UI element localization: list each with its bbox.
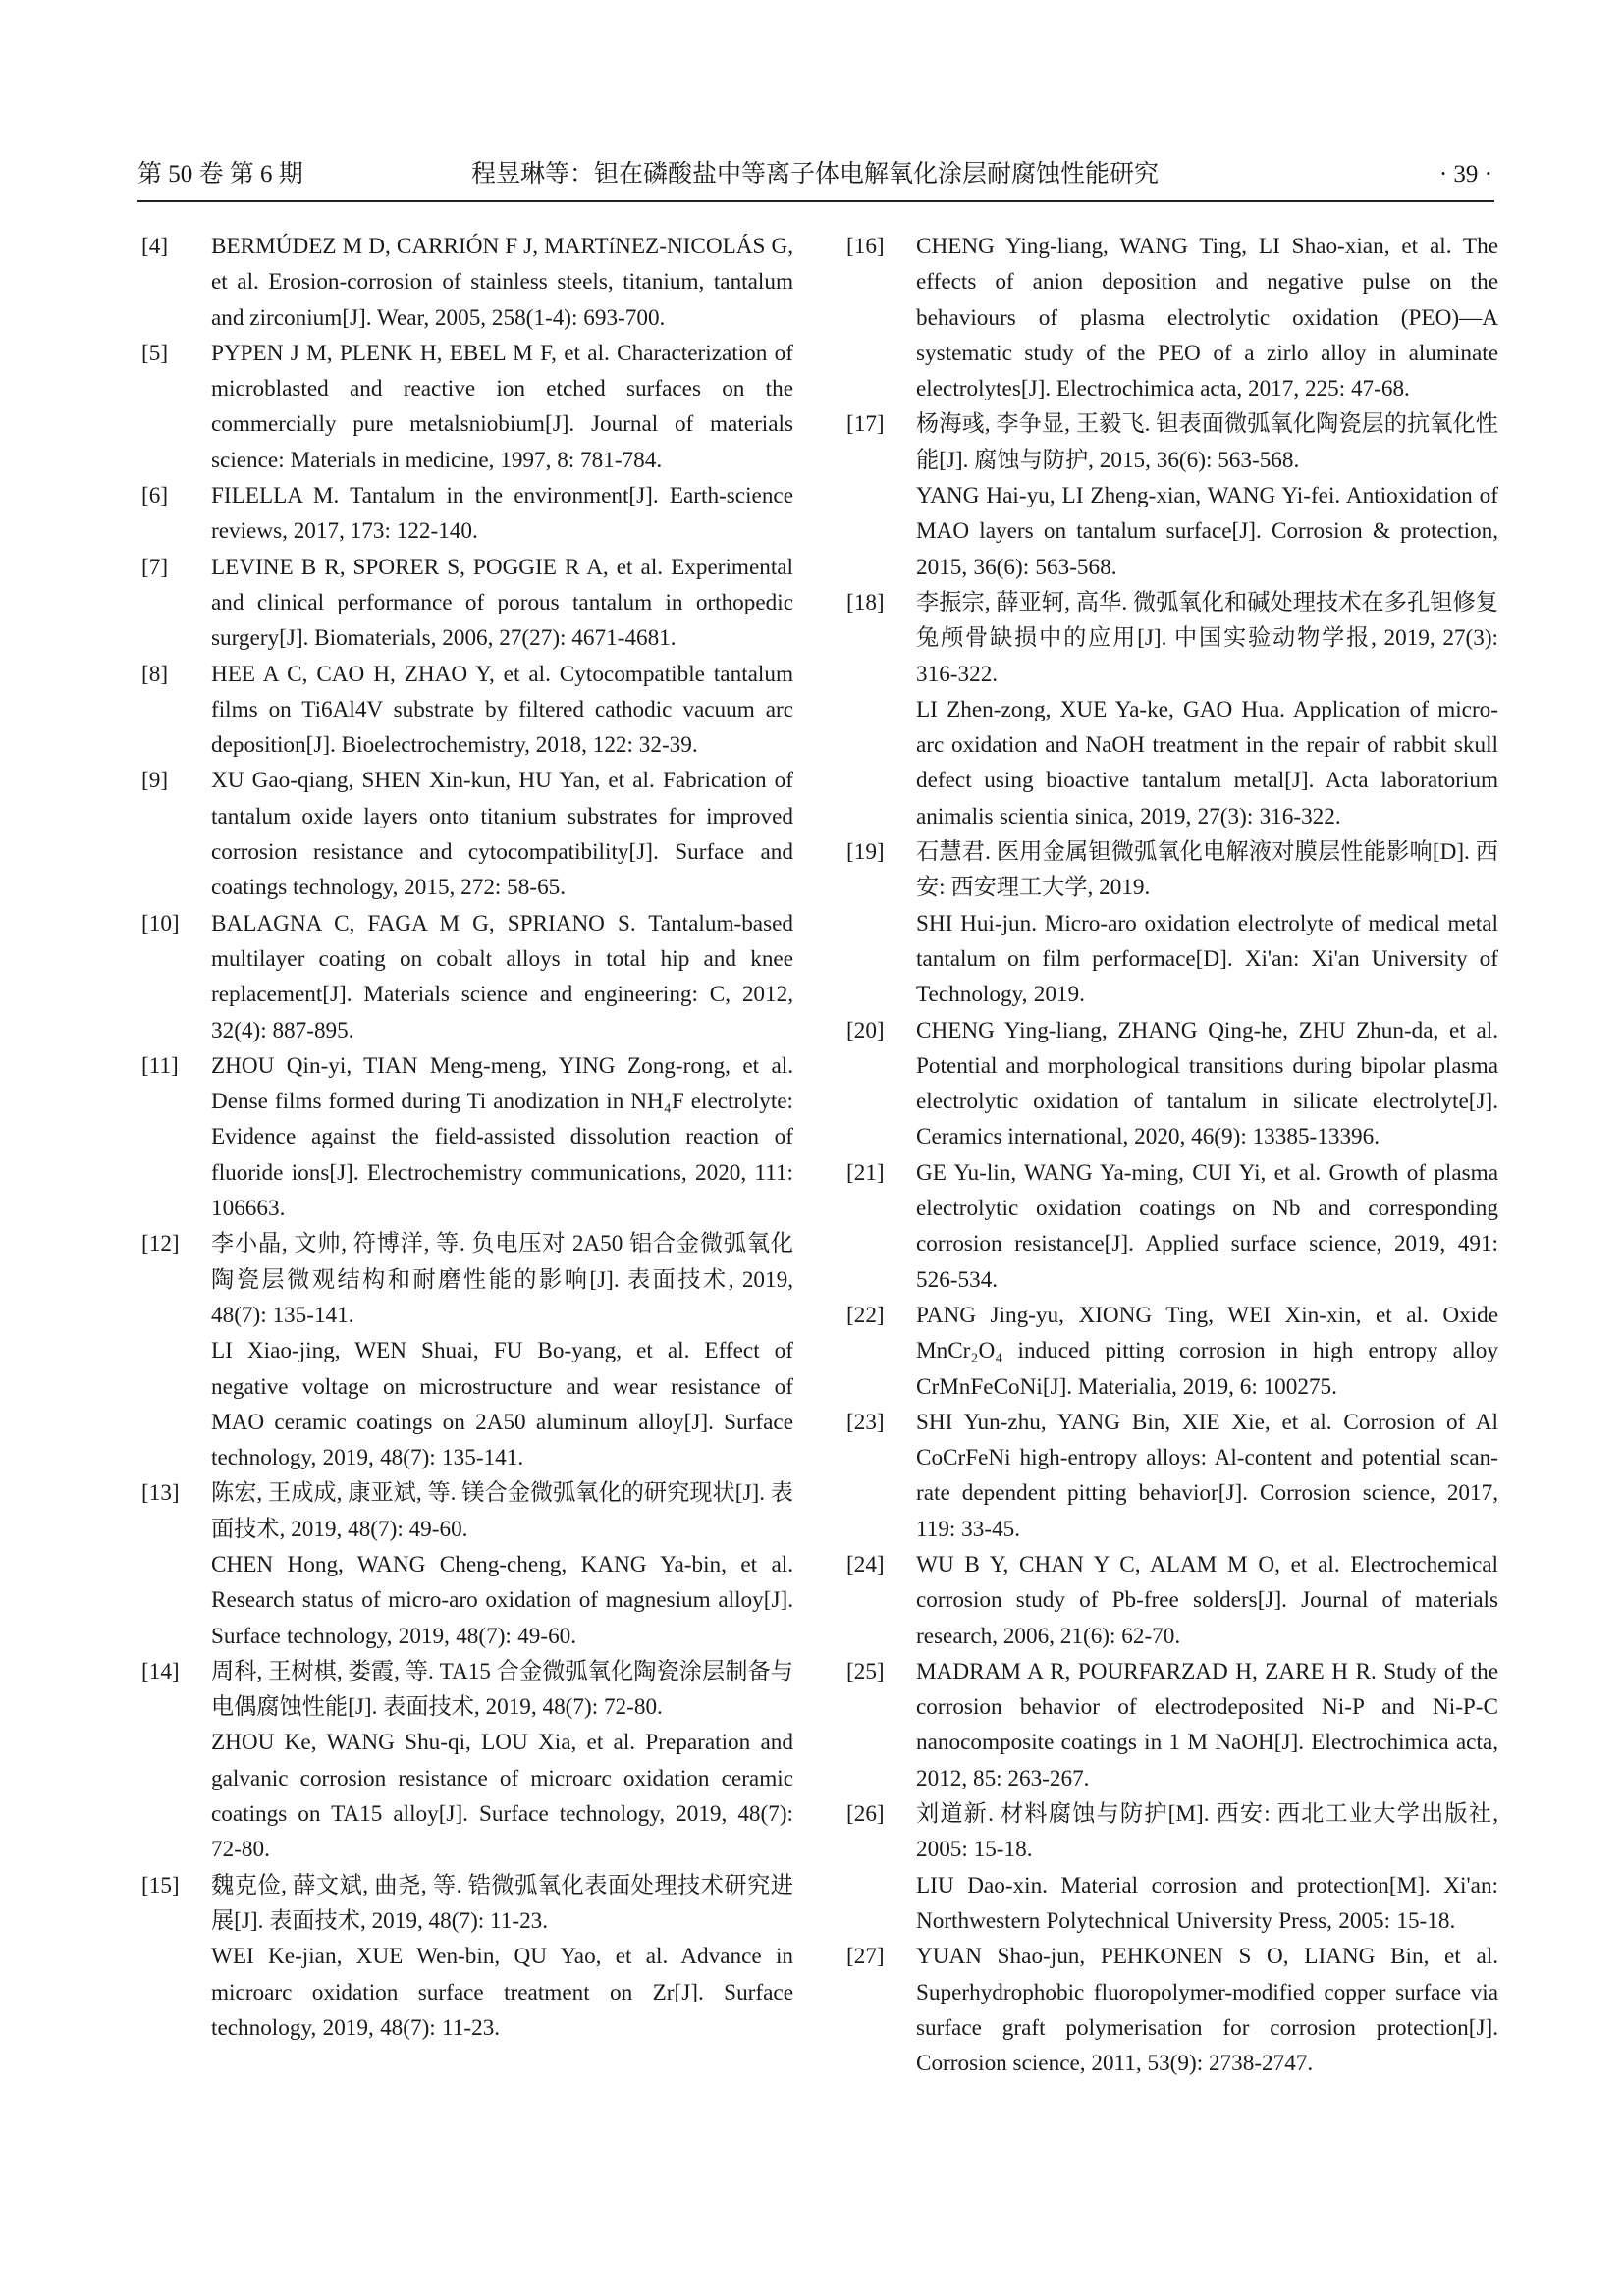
reference-number: [22] — [846, 1302, 885, 1328]
reference-number: [20] — [846, 1017, 885, 1043]
reference-item — [846, 1013, 1498, 1155]
reference-item — [846, 406, 1498, 584]
reference-item — [141, 1654, 793, 1868]
reference-item — [141, 550, 793, 657]
reference-item — [141, 1226, 793, 1475]
reference-item — [141, 336, 793, 478]
reference-item — [846, 1547, 1498, 1654]
reference-number: [21] — [846, 1159, 885, 1186]
reference-text: 魏克俭, 薛文斌, 曲尧, 等. 锆微弧氧化表面处理技术研究进展[J]. 表面技术, 2019, 48(7): 11-23. — [211, 1872, 793, 1934]
reference-translation: SHI Hui-jun. Micro-aro oxidation electrolyte of medical metal tantalum on film performace[D]. Xi'an: Xi'an University of Technology, 2019. — [916, 910, 1498, 1008]
reference-text: CHENG Ying-liang, WANG Ting, LI Shao-xian, et al. The effects of anion deposition and negative pulse on the behaviours of plasma electrolytic oxidation (PEO)—A systematic study of the PEO of a zirlo alloy in aluminate electrolytes[J]. Electrochimica acta, 2017, 225: 47-68. — [916, 234, 1498, 402]
reference-number: [8] — [141, 661, 169, 687]
reference-item — [141, 1475, 793, 1653]
reference-item — [141, 229, 793, 336]
reference-text: WU B Y, CHAN Y C, ALAM M O, et al. Electrochemical corrosion study of Pb-free solders[J]. Journal of materials research, 2006, 21(6): 62-70. — [916, 1551, 1498, 1649]
reference-text: 石慧君. 医用金属钽微弧氧化电解液对膜层性能影响[D]. 西安: 西安理工大学, 2019. — [916, 839, 1498, 901]
reference-number: [15] — [141, 1872, 180, 1898]
reference-number: [4] — [141, 234, 169, 259]
reference-text: FILELLA M. Tantalum in the environment[J]. Earth-science reviews, 2017, 173: 122-140. — [211, 483, 793, 545]
reference-text: XU Gao-qiang, SHEN Xin-kun, HU Yan, et al. Fabrication of tantalum oxide layers onto titanium substrates for improved corrosion resistance and cytocompatibility[J]. Surface and coatings technology, 2015, 272: 58-65. — [211, 768, 793, 901]
reference-item — [141, 1868, 793, 2046]
reference-text: CHENG Ying-liang, ZHANG Qing-he, ZHU Zhun-da, et al. Potential and morphological transitions during bipolar plasma electrolytic oxidation of tantalum in silicate electrolyte[J]. Ceramics international, 2020, 46(9): 13385-13396. — [916, 1017, 1498, 1150]
reference-text: 杨海彧, 李争显, 王毅飞. 钽表面微弧氧化陶瓷层的抗氧化性能[J]. 腐蚀与防护, 2015, 36(6): 563-568. — [916, 411, 1498, 473]
reference-translation: CHEN Hong, WANG Cheng-cheng, KANG Ya-bin, et al. Research status of micro-aro oxidation of magnesium alloy[J]. Surface technology, 2019, 48(7): 49-60. — [211, 1551, 793, 1649]
reference-item — [846, 1939, 1498, 2081]
reference-text: GE Yu-lin, WANG Ya-ming, CUI Yi, et al. Growth of plasma electrolytic oxidation coatings on Nb and corresponding corrosion resistance[J]. Applied surface science, 2019, 491: 526-534. — [916, 1159, 1498, 1293]
reference-text: PANG Jing-yu, XIONG Ting, WEI Xin-xin, et al. Oxide MnCr₂O₄ induced pitting corrosion in high entropy alloy CrMnFeCoNi[J]. Materialia, 2019, 6: 100275. — [916, 1302, 1498, 1400]
reference-item — [141, 1048, 793, 1226]
reference-item — [141, 906, 793, 1048]
reference-number: [12] — [141, 1231, 180, 1257]
references-right-column — [846, 229, 1498, 2081]
reference-item — [846, 834, 1498, 1012]
header-rule — [137, 200, 1494, 202]
reference-text: 陈宏, 王成成, 康亚斌, 等. 镁合金微弧氧化的研究现状[J]. 表面技术, 2019, 48(7): 49-60. — [211, 1480, 793, 1542]
reference-item — [846, 229, 1498, 406]
reference-number: [19] — [846, 839, 885, 866]
reference-text: YUAN Shao-jun, PEHKONEN S O, LIANG Bin, et al. Superhydrophobic fluoropolymer-modified copper surface via surface graft polymerisation for corrosion protection[J]. Corrosion science, 2011, 53(9): 2738-2747. — [916, 1944, 1498, 2077]
reference-translation: LI Xiao-jing, WEN Shuai, FU Bo-yang, et al. Effect of negative voltage on microstructure and wear resistance of MAO ceramic coatings on 2A50 aluminum alloy[J]. Surface technology, 2019, 48(7): 135-141. — [211, 1338, 793, 1471]
reference-number: [17] — [846, 411, 885, 438]
reference-text: HEE A C, CAO H, ZHAO Y, et al. Cytocompatible tantalum films on Ti6Al4V substrate by filtered cathodic vacuum arc deposition[J]. Bioelectrochemistry, 2018, 122: 32-39. — [211, 661, 793, 759]
reference-text: PYPEN J M, PLENK H, EBEL M F, et al. Characterization of microblasted and reactive ion etched surfaces on the commercially pure metalsniobium[J]. Journal of materials science: Materials in medicine, 1997, 8: 781-784. — [211, 340, 793, 473]
reference-text: BERMÚDEZ M D, CARRIÓN F J, MARTíNEZ-NICOLÁS G, et al. Erosion-corrosion of stainless steels, titanium, tantalum and zirconium[J]. Wear, 2005, 258(1-4): 693-700. — [211, 234, 793, 331]
reference-item — [846, 1405, 1498, 1547]
reference-text: LEVINE B R, SPORER S, POGGIE R A, et al. Experimental and clinical performance of porous tantalum in orthopedic surgery[J]. Biomaterials, 2006, 27(27): 4671-4681. — [211, 554, 793, 652]
reference-item — [141, 763, 793, 905]
reference-number: [23] — [846, 1409, 885, 1435]
reference-text: BALAGNA C, FAGA M G, SPRIANO S. Tantalum-based multilayer coating on cobalt alloys in total hip and knee replacement[J]. Materials science and engineering: C, 2012, 32(4): 887-895. — [211, 910, 793, 1043]
reference-number: [26] — [846, 1801, 885, 1828]
reference-number: [5] — [141, 340, 169, 366]
reference-translation: LI Zhen-zong, XUE Ya-ke, GAO Hua. Application of micro-arc oxidation and NaOH treatment in the repair of rabbit skull defect using bioactive tantalum metal[J]. Acta laboratorium animalis scientia sinica, 2019, 27(3): 316-322. — [916, 696, 1498, 829]
reference-item — [846, 1796, 1498, 1939]
reference-translation: LIU Dao-xin. Material corrosion and protection[M]. Xi'an: Northwestern Polytechnical University Press, 2005: 15-18. — [916, 1872, 1498, 1934]
reference-number: [16] — [846, 234, 885, 259]
reference-number: [6] — [141, 483, 169, 509]
reference-translation: WEI Ke-jian, XUE Wen-bin, QU Yao, et al. Advance in microarc oxidation surface treatment on Zr[J]. Surface technology, 2019, 48(7): 11-23. — [211, 1944, 793, 2041]
reference-translation: YANG Hai-yu, LI Zheng-xian, WANG Yi-fei. Antioxidation of MAO layers on tantalum surface[J]. Corrosion & protection, 2015, 36(6): 563-568. — [916, 483, 1498, 580]
reference-number: [10] — [141, 910, 180, 936]
reference-text: 刘道新. 材料腐蚀与防护[M]. 西安: 西北工业大学出版社, 2005: 15-18. — [916, 1801, 1498, 1863]
reference-number: [11] — [141, 1052, 179, 1079]
reference-text: 李小晶, 文帅, 符博洋, 等. 负电压对 2A50 铝合金微弧氧化陶瓷层微观结构和耐磨性能的影响[J]. 表面技术, 2019, 48(7): 135-141. — [211, 1231, 793, 1328]
reference-number: [9] — [141, 768, 169, 794]
volume-issue: 第 50 卷 第 6 期 — [137, 161, 303, 187]
reference-text: 李振宗, 薛亚轲, 高华. 微弧氧化和碱处理技术在多孔钽修复兔颅骨缺损中的应用[J]. 中国实验动物学报, 2019, 27(3): 316-322. — [916, 589, 1498, 687]
reference-text: 周科, 王树棋, 娄霞, 等. TA15 合金微弧氧化陶瓷涂层制备与电偶腐蚀性能[J]. 表面技术, 2019, 48(7): 72-80. — [211, 1658, 793, 1721]
reference-translation: ZHOU Ke, WANG Shu-qi, LOU Xia, et al. Preparation and galvanic corrosion resistance of microarc oxidation ceramic coatings on TA15 alloy[J]. Surface technology, 2019, 48(7): 72-80. — [211, 1730, 793, 1863]
reference-number: [14] — [141, 1658, 180, 1684]
reference-text: SHI Yun-zhu, YANG Bin, XIE Xie, et al. Corrosion of Al CoCrFeNi high-entropy alloys: Al-content and potential scan-rate dependent pitting behavior[J]. Corrosion science, 2017, 119: 33-45. — [916, 1409, 1498, 1542]
reference-item — [846, 1298, 1498, 1405]
reference-item — [846, 585, 1498, 834]
running-header — [137, 155, 1492, 194]
reference-item — [141, 657, 793, 764]
reference-number: [25] — [846, 1658, 885, 1684]
reference-number: [13] — [141, 1480, 180, 1507]
references-left-column — [141, 229, 793, 2046]
reference-item — [846, 1654, 1498, 1796]
reference-number: [7] — [141, 554, 169, 580]
reference-item — [141, 478, 793, 550]
reference-number: [24] — [846, 1551, 885, 1577]
reference-text: ZHOU Qin-yi, TIAN Meng-meng, YING Zong-rong, et al. Dense films formed during Ti anodization in NH₄F electrolyte: Evidence against the field-assisted dissolution reaction of fluoride ions[J]. Electrochemistry communications, 2020, 111: 106663. — [211, 1052, 793, 1222]
page-number: · 39 · — [1438, 161, 1492, 187]
reference-text: MADRAM A R, POURFARZAD H, ZARE H R. Study of the corrosion behavior of electrodeposited Ni-P and Ni-P-C nanocomposite coatings in 1 M NaOH[J]. Electrochimica acta, 2012, 85: 263-267. — [916, 1658, 1498, 1791]
running-title: 程昱琳等：钽在磷酸盐中等离子体电解氧化涂层耐腐蚀性能研究 — [470, 161, 1159, 187]
reference-number: [27] — [846, 1944, 885, 1970]
reference-item — [846, 1155, 1498, 1298]
reference-number: [18] — [846, 589, 885, 615]
